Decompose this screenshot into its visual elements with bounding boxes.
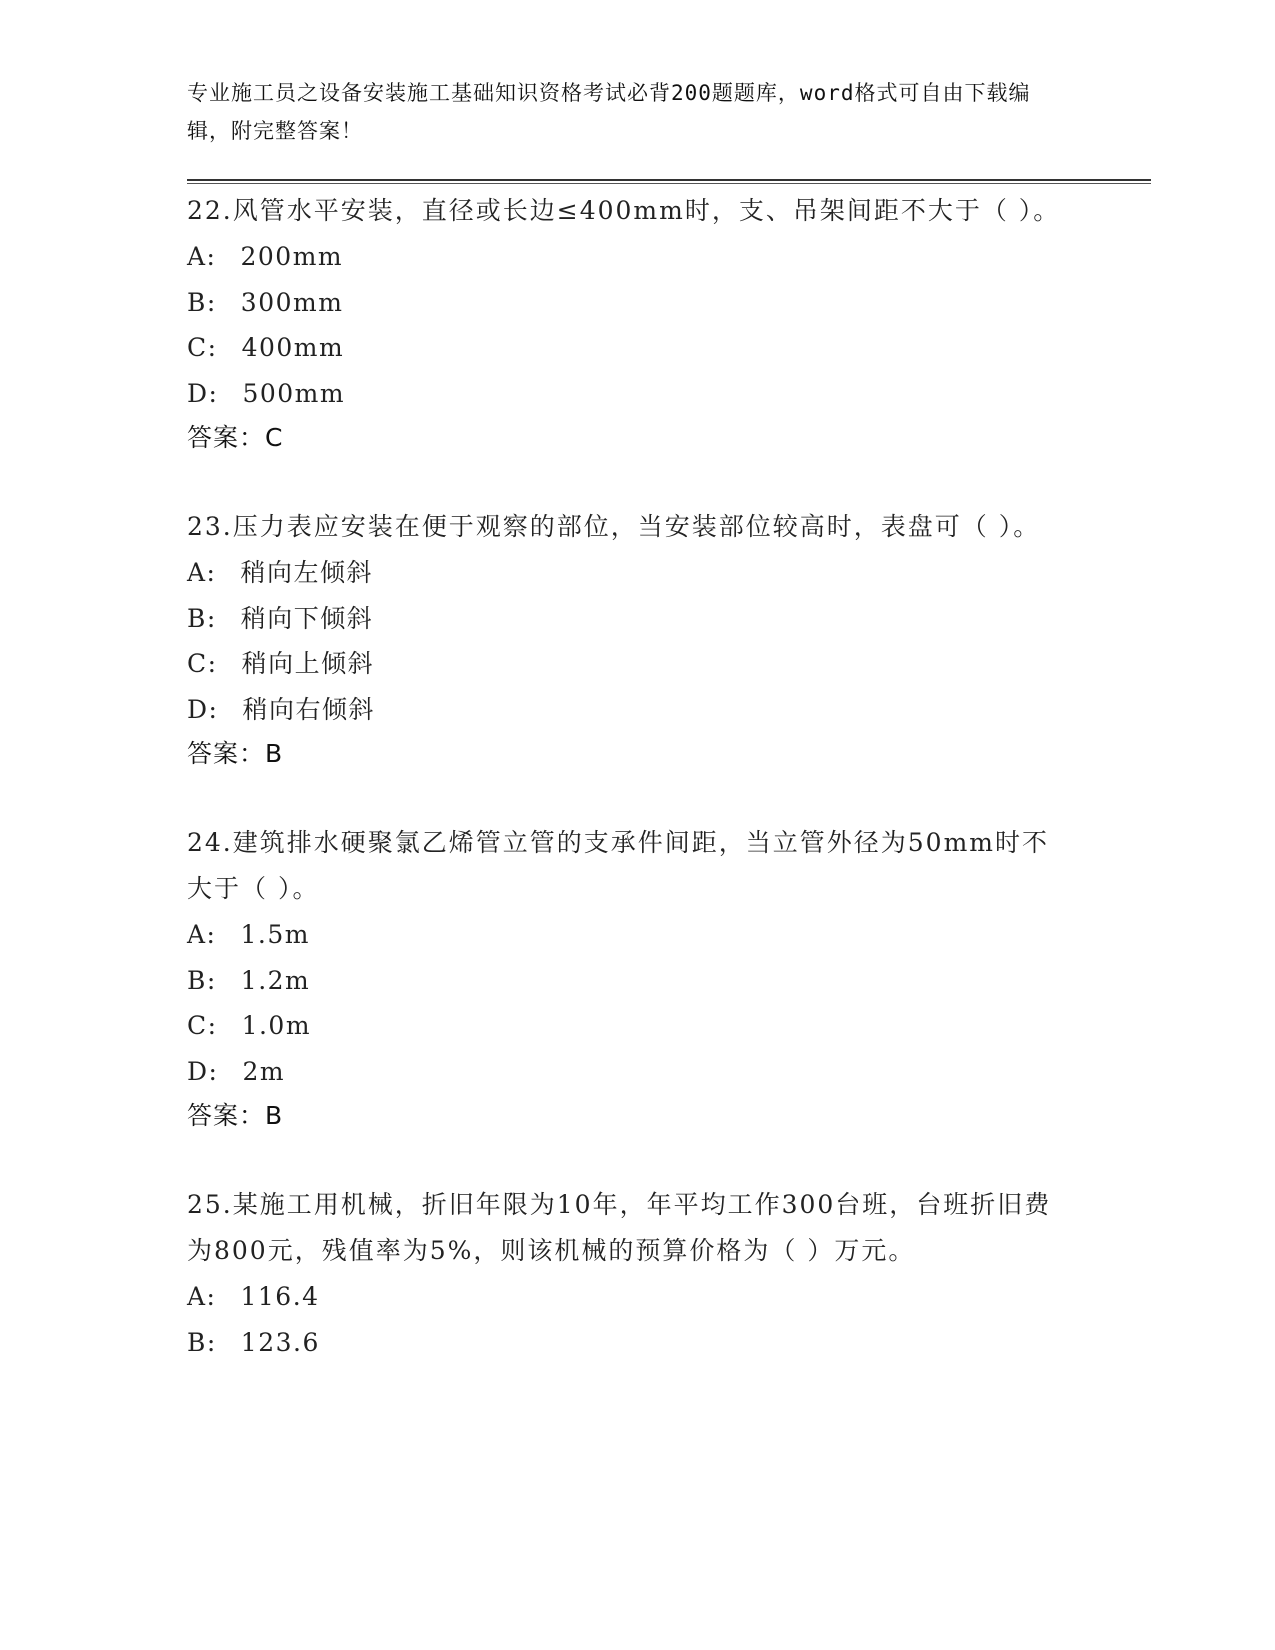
- option-text: 400mm: [241, 333, 345, 362]
- option-d: [187, 687, 1067, 733]
- question-25: [187, 1182, 1067, 1365]
- option-text: 300mm: [240, 287, 344, 317]
- question-text: 25.某施工用机械，折旧年限为10年，年平均工作300台班，台班折旧费为800元，残值率为5%，则该机械的预算价格为（ ）万元。: [187, 1190, 1052, 1265]
- answer-label: 答案：B: [187, 739, 284, 768]
- option-b: [187, 958, 1067, 1004]
- option-text: 稍向上倾斜: [241, 649, 375, 678]
- answer-label: 答案：C: [187, 423, 284, 452]
- option-b: [187, 280, 1067, 326]
- question-list: [187, 188, 1067, 1409]
- option-key: C:: [187, 649, 218, 678]
- option-text: 稍向左倾斜: [240, 558, 373, 587]
- option-text: 2m: [242, 1056, 286, 1086]
- option-a: [187, 1274, 1067, 1320]
- question-text: 22.风管水平安装，直径或长边≤400mm时，支、吊架间距不大于（ ）。: [187, 196, 1061, 225]
- option-key: B:: [187, 603, 217, 633]
- option-key: C:: [187, 1011, 218, 1040]
- option-text: 123.6: [240, 1327, 320, 1357]
- answer-label: 答案：B: [187, 1101, 284, 1130]
- option-key: A:: [187, 1282, 217, 1311]
- option-text: 稍向下倾斜: [240, 603, 374, 633]
- option-text: 1.2m: [240, 965, 311, 995]
- option-a: [187, 550, 1067, 596]
- question-text: 23.压力表应安装在便于观察的部位，当安装部位较高时，表盘可（ ）。: [187, 512, 1041, 541]
- option-a: [187, 912, 1067, 958]
- header-divider-thin: [187, 183, 1151, 184]
- question-23: [187, 504, 1067, 776]
- option-text: 500mm: [242, 378, 346, 408]
- question-24: [187, 820, 1067, 1138]
- option-c: [187, 641, 1067, 687]
- option-text: 1.0m: [241, 1011, 312, 1040]
- option-key: B:: [187, 287, 217, 317]
- option-key: B:: [187, 965, 217, 995]
- option-text: 200mm: [240, 242, 344, 271]
- option-text: 116.4: [240, 1282, 320, 1311]
- option-text: 稍向右倾斜: [242, 694, 375, 724]
- question-text: 24.建筑排水硬聚氯乙烯管立管的支承件间距，当立管外径为50mm时不大于（ ）。: [187, 828, 1049, 903]
- option-key: D:: [187, 694, 219, 724]
- option-c: [187, 1003, 1067, 1049]
- option-c: [187, 325, 1067, 371]
- option-key: A:: [187, 920, 217, 949]
- question-22: [187, 188, 1067, 460]
- option-d: [187, 1049, 1067, 1095]
- option-key: A:: [187, 242, 217, 271]
- option-b: [187, 596, 1067, 642]
- option-text: 1.5m: [240, 920, 310, 949]
- document-header: 专业施工员之设备安装施工基础知识资格考试必背200题题库，word格式可自由下载编辑，附完整答案！: [187, 81, 1031, 143]
- option-key: D:: [187, 1056, 219, 1086]
- option-b: [187, 1320, 1067, 1366]
- option-a: [187, 234, 1067, 280]
- option-d: [187, 371, 1067, 417]
- option-key: C:: [187, 333, 218, 362]
- option-key: D:: [187, 378, 219, 408]
- header-divider-thick: [187, 179, 1151, 181]
- option-key: A:: [187, 558, 217, 587]
- option-key: B:: [187, 1327, 217, 1357]
